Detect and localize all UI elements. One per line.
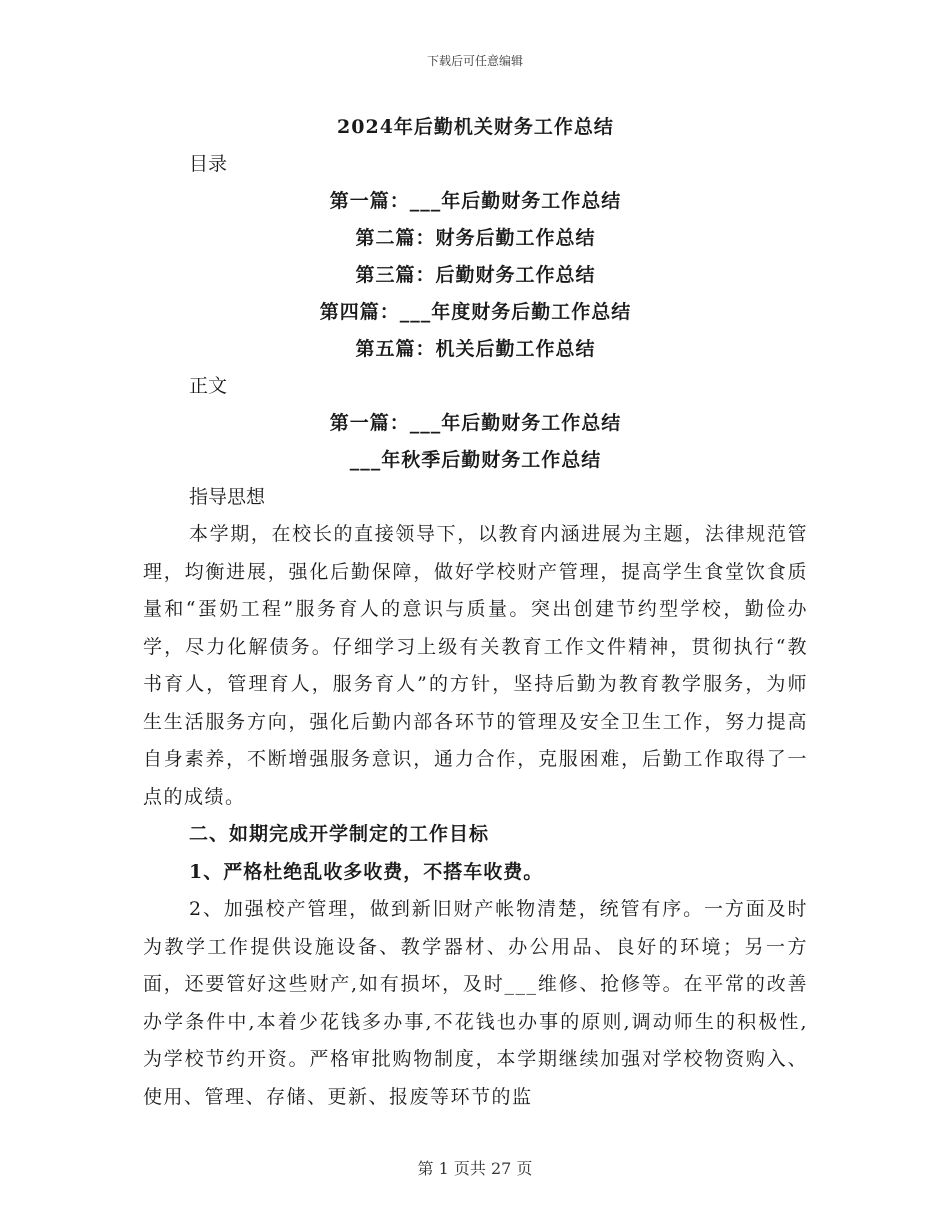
list-item-2: 2、加强校产管理，做到新旧财产帐物清楚，统管有序。一方面及时为教学工作提供设施设备、教学器材、办公用品、良好的环境；另一方面，还要管好这些财产,如有损坏，及时___维修、抢修等。在平常的改善办学条件中,本着少花钱多办事,不花钱也办事的原则,调动师生的积极性,为学校节约开资。严格审批购物制度，本学期继续加强对学校物资购入、使用、管理、存储、更新、报废等环节的监: [143, 898, 808, 1108]
document-title: 2024年后勤机关财务工作总结: [337, 116, 614, 138]
document-body: [143, 108, 808, 1116]
body-label: 正文: [189, 375, 228, 397]
chapter-title: 第一篇：___年后勤财务工作总结: [329, 412, 622, 434]
paragraph-guiding: 本学期，在校长的直接领导下，以教育内涵进展为主题，法律规范管理，均衡进展，强化后勤保障，做好学校财产管理，提高学生食堂饮食质量和“蛋奶工程”服务育人的意识与质量。突出创建节约型学校，勤俭办学，尽力化解债务。仔细学习上级有关教育工作文件精神，贯彻执行“教书育人，管理育人，服务育人”的方针，坚持后勤为教育教学服务，为师生生活服务方向，强化后勤内部各环节的管理及安全卫生工作，努力提高自身素养，不断增强服务意识，通力合作，克服困难，后勤工作取得了一点的成绩。: [143, 523, 808, 808]
guiding-label: 指导思想: [189, 486, 266, 508]
toc-item-2: 第二篇：财务后勤工作总结: [355, 227, 596, 249]
page-number: 第 1 页共 27 页: [417, 1159, 533, 1178]
toc-item-3: 第三篇：后勤财务工作总结: [355, 264, 596, 286]
section-heading-2: 二、如期完成开学制定的工作目标: [189, 823, 490, 845]
toc-item-4: 第四篇：___年度财务后勤工作总结: [319, 301, 632, 323]
toc-label: 目录: [189, 153, 228, 175]
chapter-subtitle: ___年秋季后勤财务工作总结: [349, 449, 602, 471]
page-header-note: 下载后可任意编辑: [426, 54, 523, 68]
toc-item-1: 第一篇：___年后勤财务工作总结: [329, 190, 622, 212]
list-item-1: 1、严格杜绝乱收多收费，不搭车收费。: [189, 860, 544, 883]
toc-item-5: 第五篇：机关后勤工作总结: [355, 338, 596, 360]
